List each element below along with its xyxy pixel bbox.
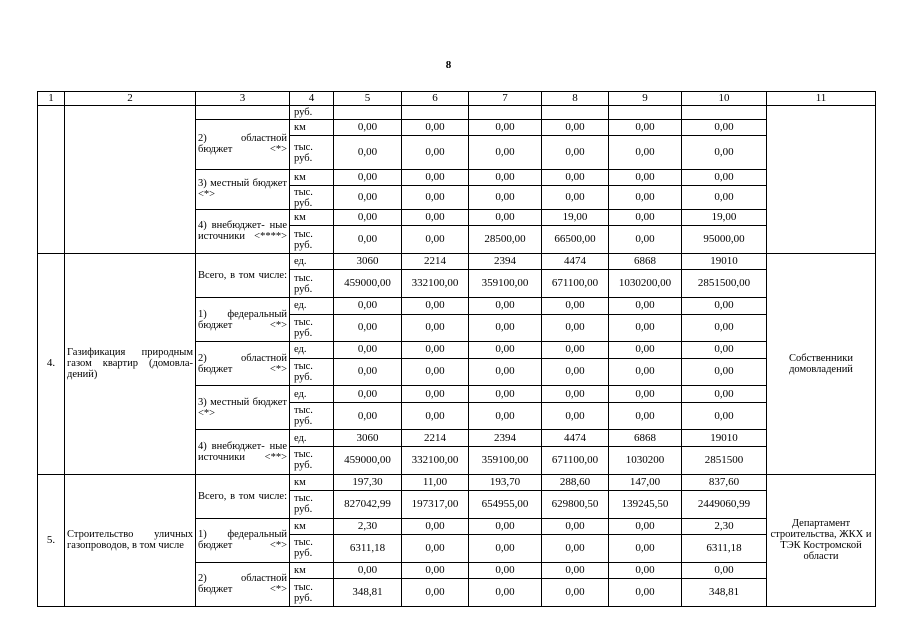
value-cell: 0,00	[469, 186, 542, 210]
column-header: 9	[609, 92, 682, 106]
value-cell: 0,00	[334, 119, 402, 135]
value-cell: 348,81	[334, 579, 402, 607]
value-cell: 2,30	[682, 518, 767, 534]
value-cell: 671100,00	[542, 446, 609, 474]
value-cell: 0,00	[682, 119, 767, 135]
value-cell: 0,00	[609, 314, 682, 342]
column-header: 8	[542, 92, 609, 106]
responsible-party: Департамент строительства, ЖКХ и ТЭК Костромской области	[767, 474, 876, 607]
value-cell: 197317,00	[402, 490, 469, 518]
value-cell: 0,00	[402, 386, 469, 402]
value-cell: 0,00	[609, 136, 682, 170]
value-cell: 0,00	[542, 386, 609, 402]
value-cell: 2214	[402, 430, 469, 446]
page-number: 8	[445, 59, 452, 71]
column-header: 7	[469, 92, 542, 106]
value-cell: 0,00	[402, 342, 469, 358]
value-cell: 359100,00	[469, 270, 542, 298]
unit-cell: ед.	[290, 386, 334, 402]
row-number	[38, 106, 65, 254]
value-cell: 0,00	[609, 386, 682, 402]
value-cell: 0,00	[609, 535, 682, 563]
unit-cell: тыс. руб.	[290, 535, 334, 563]
value-cell: 0,00	[469, 136, 542, 170]
unit-cell: км	[290, 169, 334, 185]
value-cell: 0,00	[469, 209, 542, 225]
value-cell: 2394	[469, 254, 542, 270]
value-cell: 0,00	[402, 358, 469, 386]
value-cell: 0,00	[334, 209, 402, 225]
value-cell: 459000,00	[334, 446, 402, 474]
funding-source: Всего, в том числе:	[196, 254, 290, 298]
table-row	[38, 474, 876, 490]
value-cell: 66500,00	[542, 226, 609, 254]
value-cell: 0,00	[682, 169, 767, 185]
value-cell: 288,60	[542, 474, 609, 490]
funding-source: 2) областной бюджет <*>	[196, 562, 290, 606]
funding-source: 1) федеральный бюджет <*>	[196, 518, 290, 562]
value-cell: 28500,00	[469, 226, 542, 254]
unit-cell: тыс. руб.	[290, 186, 334, 210]
value-cell: 6311,18	[334, 535, 402, 563]
value-cell: 0,00	[402, 169, 469, 185]
column-header: 1	[38, 92, 65, 106]
value-cell: 0,00	[334, 169, 402, 185]
value-cell: 654955,00	[469, 490, 542, 518]
value-cell: 459000,00	[334, 270, 402, 298]
value-cell: 0,00	[469, 562, 542, 578]
value-cell: 0,00	[682, 358, 767, 386]
value-cell: 0,00	[402, 402, 469, 430]
value-cell: 671100,00	[542, 270, 609, 298]
value-cell: 0,00	[542, 298, 609, 314]
responsible-party: Собственники домовладений	[767, 254, 876, 474]
value-cell: 147,00	[609, 474, 682, 490]
value-cell: 0,00	[402, 186, 469, 210]
value-cell: 0,00	[609, 402, 682, 430]
value-cell: 332100,00	[402, 270, 469, 298]
unit-cell: тыс. руб.	[290, 402, 334, 430]
funding-source: 4) внебюджет- ные источники <****>	[196, 209, 290, 253]
column-header: 2	[65, 92, 196, 106]
value-cell	[542, 106, 609, 119]
value-cell: 0,00	[542, 535, 609, 563]
column-header: 10	[682, 92, 767, 106]
value-cell: 0,00	[334, 226, 402, 254]
value-cell: 6311,18	[682, 535, 767, 563]
table-row	[38, 254, 876, 270]
value-cell	[402, 106, 469, 119]
value-cell: 0,00	[469, 119, 542, 135]
value-cell: 0,00	[334, 186, 402, 210]
value-cell: 0,00	[682, 136, 767, 170]
value-cell: 0,00	[682, 342, 767, 358]
funding-source: 3) местный бюджет <*>	[196, 169, 290, 209]
value-cell: 0,00	[469, 535, 542, 563]
value-cell: 0,00	[469, 342, 542, 358]
activity-name: Газификация природным газом квартир (домовла- дений)	[65, 254, 196, 474]
value-cell: 0,00	[402, 298, 469, 314]
column-header: 11	[767, 92, 876, 106]
value-cell: 2851500,00	[682, 270, 767, 298]
unit-cell: ед.	[290, 254, 334, 270]
value-cell: 4474	[542, 254, 609, 270]
value-cell: 0,00	[334, 562, 402, 578]
value-cell: 0,00	[542, 342, 609, 358]
unit-cell: км	[290, 518, 334, 534]
value-cell: 332100,00	[402, 446, 469, 474]
value-cell: 827042,99	[334, 490, 402, 518]
funding-source: 4) внебюджет- ные источники <**>	[196, 430, 290, 474]
value-cell: 0,00	[542, 136, 609, 170]
unit-cell: тыс. руб.	[290, 490, 334, 518]
unit-cell: тыс. руб.	[290, 270, 334, 298]
column-header: 4	[290, 92, 334, 106]
header-row	[38, 92, 876, 106]
value-cell: 2394	[469, 430, 542, 446]
value-cell: 0,00	[542, 518, 609, 534]
funding-source: 3) местный бюджет <*>	[196, 386, 290, 430]
value-cell: 0,00	[542, 562, 609, 578]
value-cell: 11,00	[402, 474, 469, 490]
value-cell: 0,00	[402, 562, 469, 578]
value-cell: 0,00	[609, 518, 682, 534]
value-cell: 0,00	[402, 136, 469, 170]
value-cell: 0,00	[402, 579, 469, 607]
value-cell	[334, 106, 402, 119]
value-cell	[682, 106, 767, 119]
value-cell: 0,00	[334, 402, 402, 430]
funding-source-cell	[196, 106, 290, 119]
value-cell: 0,00	[542, 186, 609, 210]
table-row	[38, 106, 876, 119]
value-cell: 0,00	[542, 402, 609, 430]
unit-cell: тыс. руб.	[290, 314, 334, 342]
value-cell: 0,00	[609, 186, 682, 210]
unit-cell: км	[290, 562, 334, 578]
value-cell: 0,00	[682, 562, 767, 578]
value-cell: 0,00	[334, 136, 402, 170]
value-cell: 837,60	[682, 474, 767, 490]
row-number: 4.	[38, 254, 65, 474]
activity-name	[65, 106, 196, 254]
value-cell: 0,00	[334, 342, 402, 358]
funding-source: Всего, в том числе:	[196, 474, 290, 518]
value-cell: 0,00	[402, 119, 469, 135]
value-cell: 0,00	[682, 298, 767, 314]
program-table	[37, 91, 876, 607]
value-cell: 0,00	[402, 314, 469, 342]
unit-cell: ед.	[290, 298, 334, 314]
value-cell: 359100,00	[469, 446, 542, 474]
unit-cell: тыс. руб.	[290, 226, 334, 254]
value-cell: 193,70	[469, 474, 542, 490]
value-cell: 0,00	[542, 119, 609, 135]
value-cell: 0,00	[609, 562, 682, 578]
value-cell: 0,00	[609, 209, 682, 225]
value-cell: 0,00	[334, 298, 402, 314]
value-cell: 6868	[609, 430, 682, 446]
value-cell: 0,00	[609, 579, 682, 607]
value-cell: 0,00	[402, 209, 469, 225]
value-cell: 1030200,00	[609, 270, 682, 298]
value-cell: 0,00	[469, 169, 542, 185]
unit-cell: тыс. руб.	[290, 136, 334, 170]
value-cell: 2,30	[334, 518, 402, 534]
value-cell: 19,00	[542, 209, 609, 225]
value-cell: 629800,50	[542, 490, 609, 518]
value-cell: 0,00	[402, 226, 469, 254]
value-cell: 19010	[682, 254, 767, 270]
value-cell: 2449060,99	[682, 490, 767, 518]
column-header: 5	[334, 92, 402, 106]
value-cell: 0,00	[469, 298, 542, 314]
activity-name: Строительство уличных газопроводов, в том числе	[65, 474, 196, 607]
value-cell: 0,00	[609, 226, 682, 254]
value-cell: 0,00	[334, 358, 402, 386]
value-cell: 0,00	[402, 518, 469, 534]
funding-source: 2) областной бюджет <*>	[196, 342, 290, 386]
value-cell: 95000,00	[682, 226, 767, 254]
unit-cell: км	[290, 474, 334, 490]
value-cell: 0,00	[469, 518, 542, 534]
value-cell: 2214	[402, 254, 469, 270]
column-header: 3	[196, 92, 290, 106]
value-cell: 0,00	[542, 314, 609, 342]
value-cell: 0,00	[334, 386, 402, 402]
unit-cell: ед.	[290, 342, 334, 358]
unit-cell: км	[290, 119, 334, 135]
value-cell: 0,00	[609, 298, 682, 314]
value-cell: 0,00	[469, 358, 542, 386]
value-cell: 6868	[609, 254, 682, 270]
value-cell: 0,00	[682, 402, 767, 430]
value-cell: 3060	[334, 430, 402, 446]
value-cell: 348,81	[682, 579, 767, 607]
value-cell: 0,00	[469, 579, 542, 607]
value-cell: 0,00	[542, 358, 609, 386]
unit-cell: тыс. руб.	[290, 358, 334, 386]
value-cell	[469, 106, 542, 119]
column-header: 6	[402, 92, 469, 106]
value-cell: 0,00	[682, 386, 767, 402]
value-cell: 0,00	[542, 169, 609, 185]
responsible-party	[767, 106, 876, 254]
value-cell: 0,00	[609, 358, 682, 386]
value-cell: 0,00	[469, 314, 542, 342]
value-cell: 0,00	[682, 186, 767, 210]
value-cell: 0,00	[609, 119, 682, 135]
value-cell: 19,00	[682, 209, 767, 225]
value-cell: 4474	[542, 430, 609, 446]
value-cell: 19010	[682, 430, 767, 446]
value-cell: 0,00	[469, 386, 542, 402]
value-cell: 197,30	[334, 474, 402, 490]
value-cell: 3060	[334, 254, 402, 270]
value-cell	[609, 106, 682, 119]
value-cell: 0,00	[402, 535, 469, 563]
value-cell: 0,00	[682, 314, 767, 342]
value-cell: 2851500	[682, 446, 767, 474]
value-cell: 0,00	[334, 314, 402, 342]
value-cell: 1030200	[609, 446, 682, 474]
value-cell: 0,00	[469, 402, 542, 430]
value-cell: 0,00	[609, 169, 682, 185]
unit-cell: тыс. руб.	[290, 579, 334, 607]
value-cell: 139245,50	[609, 490, 682, 518]
row-number: 5.	[38, 474, 65, 607]
value-cell: 0,00	[542, 579, 609, 607]
unit-cell: км	[290, 209, 334, 225]
unit-cell: ед.	[290, 430, 334, 446]
unit-cell: тыс. руб.	[290, 446, 334, 474]
funding-source: 2) областной бюджет <*>	[196, 119, 290, 169]
funding-source: 1) федеральный бюджет <*>	[196, 298, 290, 342]
unit-cell: руб.	[290, 106, 334, 119]
value-cell: 0,00	[609, 342, 682, 358]
